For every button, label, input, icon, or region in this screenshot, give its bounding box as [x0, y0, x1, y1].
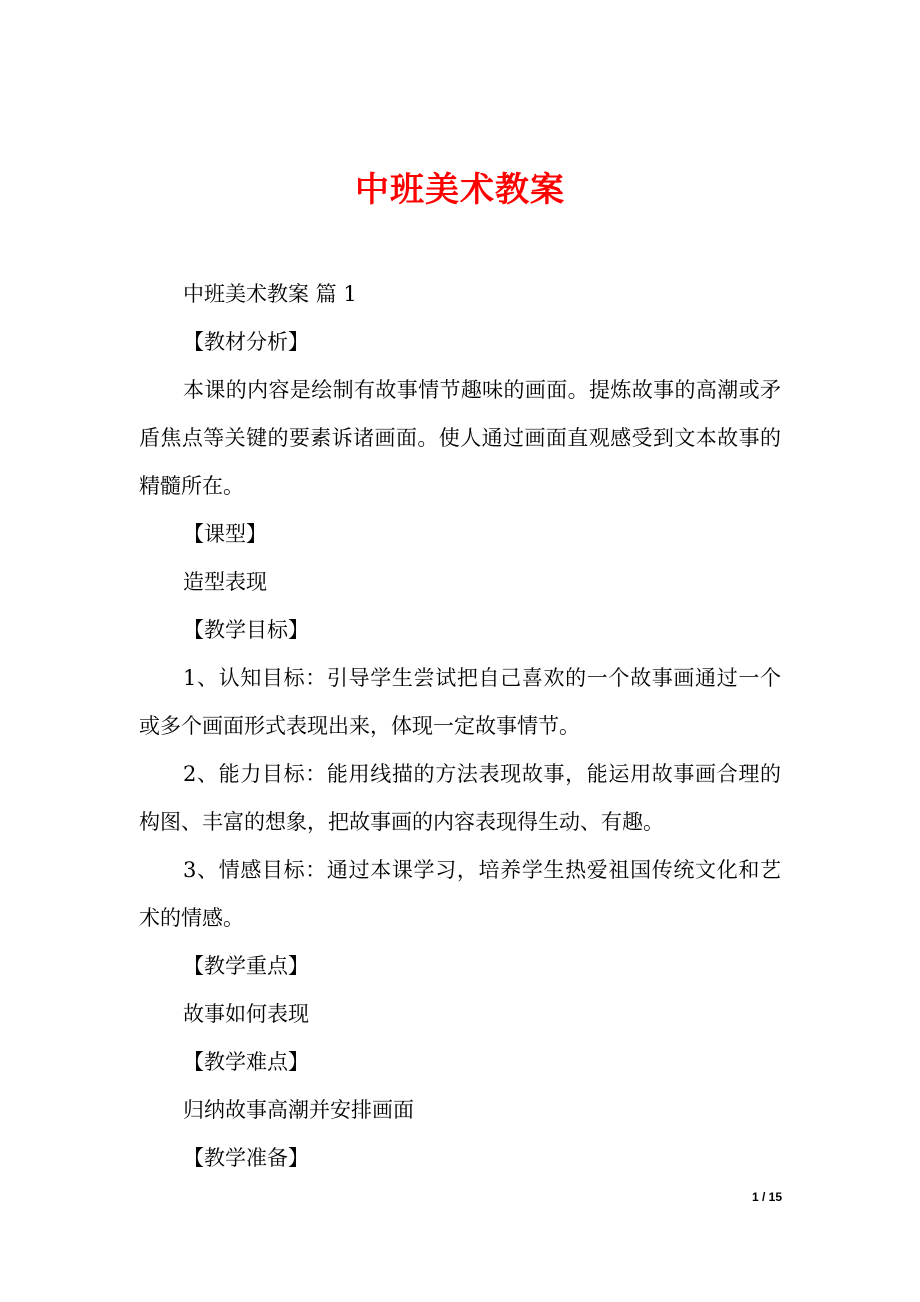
- paragraph: 本课的内容是绘制有故事情节趣味的画面。提炼故事的高潮或矛盾焦点等关键的要素诉诸画面。使人通过画面直观感受到文本故事的精髓所在。: [139, 378, 781, 498]
- section-label: 【教学目标】: [183, 618, 309, 642]
- document-body: [139, 270, 781, 1182]
- section-label: 【教学重点】: [183, 954, 309, 978]
- page-title: 中班美术教案: [355, 169, 565, 210]
- section-heading: 中班美术教案 篇 1: [183, 282, 357, 306]
- page-number: 1 / 15: [751, 1190, 782, 1204]
- paragraph: 故事如何表现: [183, 1002, 309, 1026]
- section-label: 【教学准备】: [183, 1146, 309, 1170]
- section-label: 【教材分析】: [183, 330, 309, 354]
- paragraph: 3、情感目标：通过本课学习，培养学生热爱祖国传统文化和艺术的情感。: [139, 858, 781, 930]
- paragraph: 归纳故事高潮并安排画面: [183, 1098, 414, 1122]
- paragraph: 造型表现: [183, 570, 267, 594]
- section-label: 【教学难点】: [183, 1050, 309, 1074]
- section-label: 【课型】: [183, 522, 267, 546]
- paragraph: 2、能力目标：能用线描的方法表现故事，能运用故事画合理的构图、丰富的想象，把故事画的内容表现得生动、有趣。: [139, 762, 781, 834]
- paragraph: 1、认知目标：引导学生尝试把自己喜欢的一个故事画通过一个或多个画面形式表现出来，体现一定故事情节。: [139, 666, 781, 738]
